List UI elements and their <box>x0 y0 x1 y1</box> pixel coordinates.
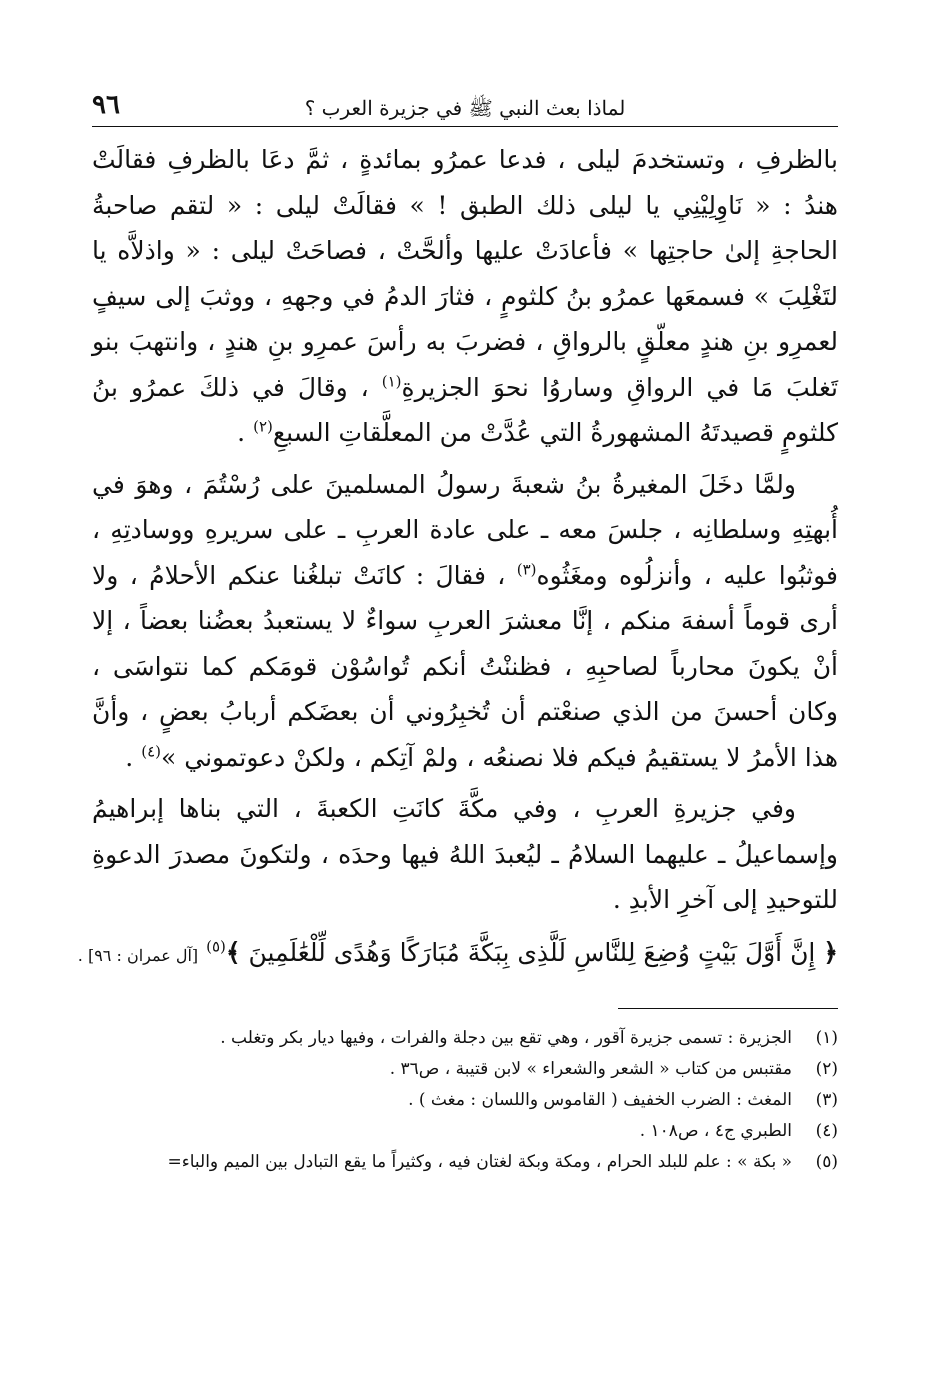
main-text <box>77 137 838 978</box>
paragraph-2-text: ولمَّا دخَلَ المغيرةُ بنُ شعبةَ رسولُ المسلمينَ على رُسْتُمَ ، وهوَ في أُبهتِهِ وسلطانِه ، جلسَ معه ـ على عادة العربِ ـ على سريرهِ ووسادتِهِ ، فوثبُوا عليه ، وأنزلُوه ومغَثُوه <box>92 469 838 590</box>
footnote-ref-1: (١) <box>381 372 402 391</box>
footnote-separator <box>618 1008 838 1009</box>
page-number: ٩٦ <box>92 90 120 120</box>
footnote-text: المغث : الضرب الخفيف ( القاموس واللسان : مغث ) . <box>408 1089 792 1110</box>
footnote-number: (٥) <box>815 1151 838 1172</box>
footnote-number: (٤) <box>815 1120 838 1141</box>
footnote-number: (٣) <box>815 1089 838 1110</box>
paragraph-3 <box>92 786 838 923</box>
footnote-text: مقتبس من كتاب « الشعر والشعراء » لابن قتيبة ، ص٣٦ . <box>389 1058 792 1079</box>
paragraph-1-text-2: ، وقالَ في ذلكَ عمرُو بنُ كلثومٍ قصيدتَهُ المشهورةُ التي عُدَّتْ من المعلَّقاتِ السبعِ <box>92 372 838 447</box>
paragraph-3-text: وفي جزيرةِ العربِ ، وفي مكَّةَ كانَتِ الكعبةَ ، التي بناها إبراهيمُ وإسماعيلُ ـ عليهما السلامُ ـ ليُعبدَ اللهُ فيها وحدَه ، ولتكونَ مصدرَ الدعوةِ للتوحيدِ إلى آخرِ الأبدِ . <box>92 794 838 914</box>
quran-verse <box>77 931 838 978</box>
footnotes <box>92 1023 838 1178</box>
footnote-text: الجزيرة : تسمى جزيرة آقور ، وهي تقع بين دجلة والفرات ، وفيها ديار بكر وتغلب . <box>220 1027 792 1048</box>
footnote-ref-2: (٢) <box>253 417 273 436</box>
paragraph-2-text-3: . <box>125 742 142 772</box>
footnote-5 <box>92 1147 838 1178</box>
footnote-number: (١) <box>815 1027 838 1048</box>
footnote-3 <box>92 1085 838 1116</box>
footnote-ref-5: (٥) <box>206 937 226 956</box>
verse-close-mark: ﴾ <box>225 937 241 967</box>
footnote-text: « بكة » : علم للبلد الحرام ، ومكة وبكة لغتان فيه ، وكثيراً ما يقع التبادل بين الميم والباء= <box>167 1151 792 1172</box>
footnote-text: الطبري ج٤ ، ص١٠٨ . <box>639 1120 792 1141</box>
footnote-number: (٢) <box>815 1058 838 1079</box>
footnote-ref-4: (٤) <box>141 742 161 761</box>
footnote-2 <box>92 1054 838 1085</box>
paragraph-1 <box>92 137 838 456</box>
verse-open-mark: ﴿ <box>823 937 838 967</box>
verse-reference: [آل عمران : ٩٦] . <box>77 945 199 965</box>
footnote-ref-3: (٣) <box>516 560 537 579</box>
paragraph-2-text-2: ، فقالَ : كانَتْ تبلغُنا عنكم الأحلامُ ، ولا أرى قوماً أسفهَ منكم ، إنَّا معشرَ العربِ سواءٌ لا يستعبدُ بعضُنا بعضاً ، إلا أنْ يكونَ محارباً لصاحبِهِ ، فظننْتُ أنكم تُواسُوْن قومَكم كما نتواسَى ، وكان أحسنَ من الذي صنعْتم أن تُخبِرُوني أن بعضَكم أربابُ بعضٍ ، وأنَّ هذا الأمرُ لا يستقيمُ فيكم فلا نصنعُه ، ولمْ آتِكم ، ولكنْ دعوتموني » <box>92 560 838 772</box>
verse-text: إِنَّ أَوَّلَ بَيْتٍ وُضِعَ لِلنَّاسِ لَلَّذِى بِبَكَّةَ مُبَارَكًا وَهُدًى لِّلْعَٰلَمِينَ <box>248 937 816 967</box>
footnote-1 <box>92 1023 838 1054</box>
paragraph-1-text-3: . <box>237 418 254 447</box>
footnote-4 <box>92 1116 838 1147</box>
header-title: لماذا بعث النبي ﷺ في جزيرة العرب ؟ <box>304 96 626 120</box>
running-header <box>92 86 838 127</box>
paragraph-2 <box>92 462 838 781</box>
paragraph-1-text: بالظرفِ ، وتستخدمَ ليلى ، فدعا عمرُو بمائدةٍ ، ثمَّ دعَا بالظرفِ فقالَتْ هندُ : « نَاوِلِيْنِي يا ليلى ذلك الطبق ! » فقالَتْ ليلى : « لتقم صاحبةُ الحاجةِ إلىٰ حاجتِها » فأعادَتْ عليها وألحَّتْ ، فصاحَتْ ليلى : « واذلاَّه يا لتَغْلِبَ » فسمعَها عمرُو بنُ كلثومٍ ، فثارَ الدمُ في وجههِ ، ووثبَ إلى سيفٍ لعمرِو بنِ هندٍ معلّقٍ بالرواقِ ، فضربَ به رأسَ عمرِو بنِ هندٍ ، وانتهبَ بنو تَغلبَ مَا في الرواقِ وساروُا نحوَ الجزيرةِ <box>92 145 838 402</box>
book-page <box>77 86 838 1346</box>
